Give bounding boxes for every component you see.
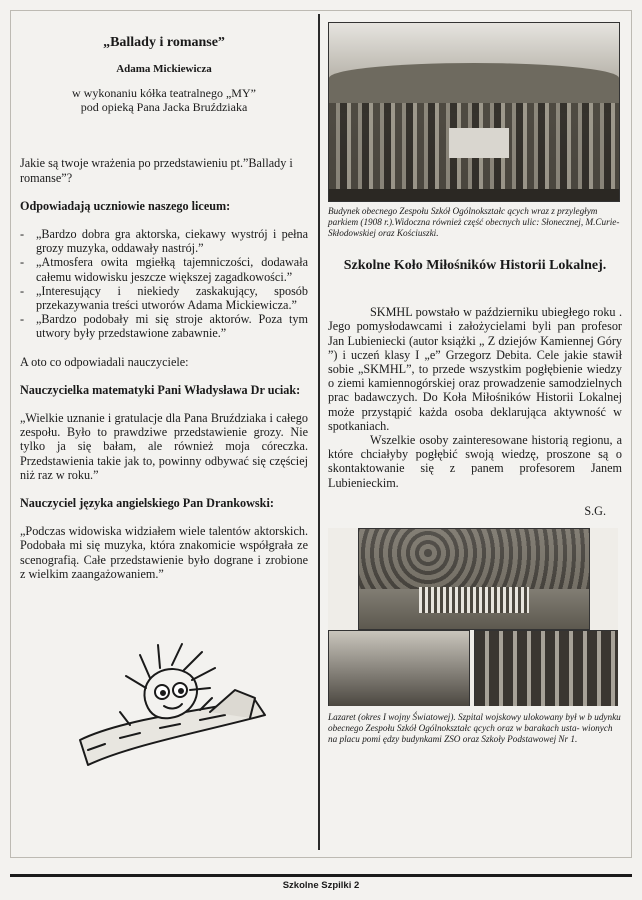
left-column [20,22,308,581]
teacher2-heading: Nauczyciel języka angielskiego Pan Drankowski: [20,496,274,511]
article-author: Adama Mickiewicza [116,63,212,76]
student-quotes [20,227,308,341]
article-credit [20,86,308,114]
signature: S.G. [584,503,606,518]
student-quote: - „Bardzo dobra gra aktorska, ciekawy wystrój i pełna grozy muzyka, oddawały nastrój.” [20,227,308,255]
section-title: Szkolne Koło Miłośników Historii Lokalnej. [343,258,607,273]
cartoon-illustration [60,640,270,780]
students-heading: Odpowiadają uczniowie naszego liceum: [20,198,231,213]
photo1-caption: Budynek obecnego Zespołu Szkół Ogólnokształc ących wraz z przyległym parkiem (1908 r.).Widoczna również część obecnych ulic: Słonecznej, M.Curie-Skłodowskiej oraz Kościuszki. [328,206,620,238]
credit-line-1: w wykonaniu kółka teatralnego „MY” [72,86,256,101]
photo2-caption: Lazaret (okres I wojny Światowej). Szpital wojskowy ulokowany był w b udynku obecnego Zespołu Szkół Ogólnokształc ących oraz w barakach usta- wionych na placu pomi ędzy budynkami ZSO oraz Szkoły Podstawowej Nr 1. [328,712,621,745]
student-quote: - „Bardzo podobały mi się stroje aktorów. Poza tym utwory były przedstawione zabawnie.” [20,312,308,340]
teacher1-heading: Nauczycielka matematyki Pani Władysława Dr uciak: [20,382,301,397]
article-title: „Ballady i romanse” [103,35,225,50]
history-club-paragraph-2: Wszelkie osoby zainteresowane historią regionu, a które chciałyby pogłębić swoją wiedzę, proszone są o skontaktowanie się z panem profesorem Janem Lubienieckim. [328,433,622,490]
footer-rule [10,874,632,877]
credit-line-2: pod opieką Pana Jacka Bruździaka [80,100,248,115]
column-divider [318,14,320,850]
lazaret-photo-collage [328,528,618,706]
teachers-intro: A oto co odpowiadali nauczyciele: [20,354,189,369]
teacher1-quote: „Wielkie uznanie i gratulacje dla Pana Bruździaka i całego zespołu. Było to prawdziwe przedstawienie grozy. Nie tylko ja się bałam, ale również moja córeczka. Przedstawienia takie jak to, powinny odbywać się częściej niż raz w roku.” [20,411,308,482]
student-quote: - „Atmosfera owita mgiełką tajemniczości, dodawała całemu widowisku jeszcze większej zagadkowości.” [20,255,308,283]
question: Jakie są twoje wrażenia po przedstawieniu pt.”Ballady i romanse”? [20,156,293,185]
history-club-paragraph-1: SKMHL powstało w październiku ubiegłego roku . Jego pomysłodawcami i założycielami byli pan profesor Jan Lubieniecki (autor książki „ Z dziejów Kamiennej Góry ”) i uczeń klasy I „e” Grzegorz Debita. Cele jakie stawił sobie „SKMHL”, to przede wszystkim pogłębienie wiedzy o ziemi kamiennogórskiej oraz prowadzenie samodzielnych prac badawczych. Do Koła Miłośników Historii Lokalnej może przystąpić każda osoba deklarująca aktywność w spotkaniach. [328,305,622,433]
right-column [328,22,622,745]
school-building-photo [328,22,620,202]
footer-page-label: Szkolne Szpilki 2 [282,880,360,891]
teacher2-quote: „Podczas widowiska widziałem wiele talentów aktorskich. Podobała mi się muzyka, która znakomicie współgrała ze scenografią. Całe przedstawienie było dograne i zrobione z wielkim zaangażowaniem.” [20,524,308,581]
student-quote: - „Interesujący i niekiedy zaskakujący, sposób przekazywania treści utworów Adama Mickiewicza.” [20,284,308,312]
